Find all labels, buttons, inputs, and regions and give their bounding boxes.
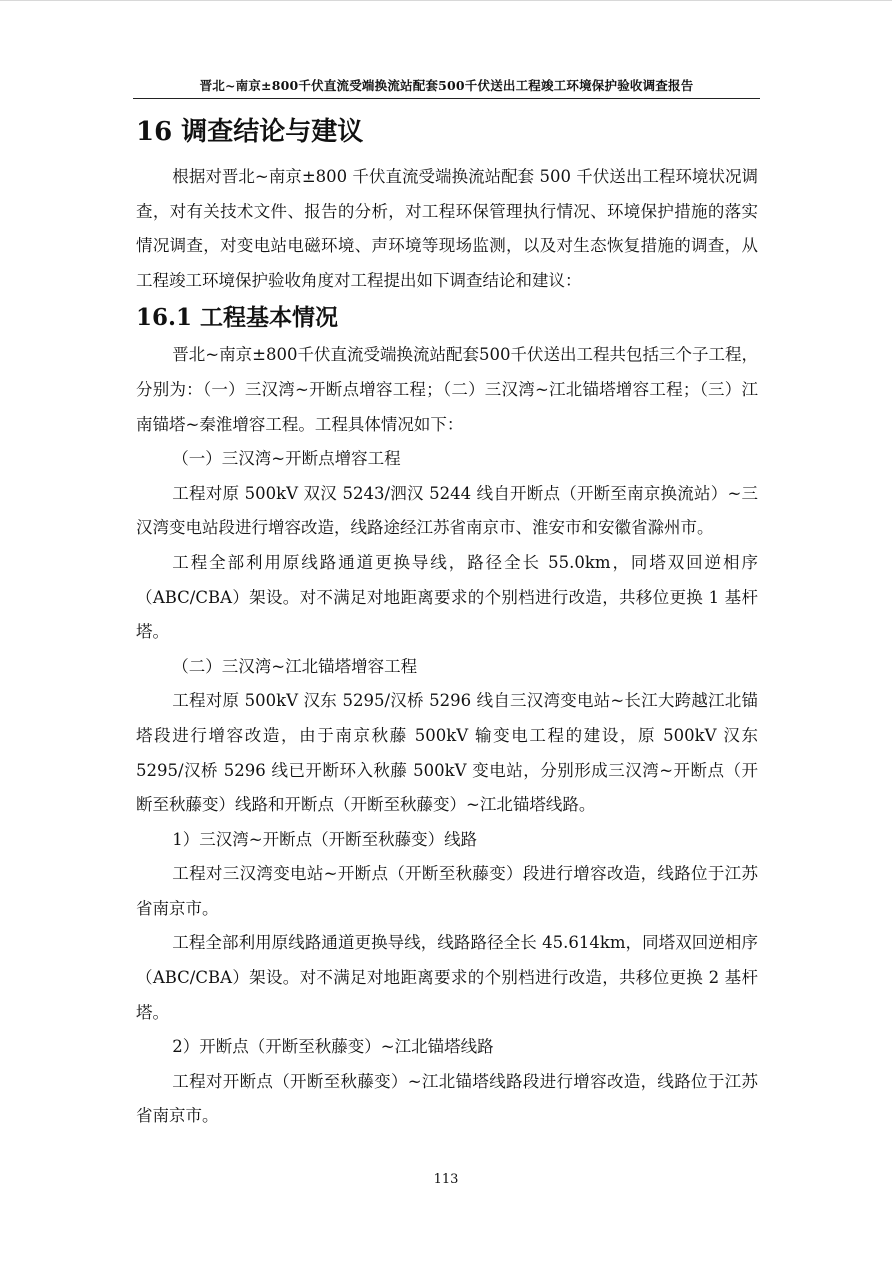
part1-paragraph-1: 工程对原 500kV 双汉 5243/泗汉 5244 线自开断点（开断至南京换流站）~三汉湾变电站段进行增容改造，线路途经江苏省南京市、淮安市和安徽省滁州市。 xyxy=(136,483,758,538)
part1-paragraph-2: 工程全部利用原线路通道更换导线，路径全长 55.0km，同塔双回逆相序（ABC/CBA）架设。对不满足对地距离要求的个别档进行改造，共移位更换 1 基杆塔。 xyxy=(136,552,758,642)
item1-paragraph-1: 工程对三汉湾变电站~开断点（开断至秋藤变）段进行增容改造，线路位于江苏省南京市。 xyxy=(136,864,758,918)
intro-paragraph: 根据对晋北~南京±800 千伏直流受端换流站配套 500 千伏送出工程环境状况调查，对有关技术文件、报告的分析，对工程环保管理执行情况、环境保护措施的落实情况调查，对变电站电磁环境、声环境等现场监测，以及对生态恢复措施的调查，从工程竣工环境保护验收角度对工程提出如下调查结论和建议： xyxy=(136,167,758,290)
item2-paragraph-1: 工程对开断点（开断至秋藤变）~江北锚塔线路段进行增容改造，线路位于江苏省南京市。 xyxy=(136,1071,758,1126)
page-top-edge xyxy=(0,0,892,1)
item2-title: 2）开断点（开断至秋藤变）~江北锚塔线路 xyxy=(172,1037,494,1057)
part2-title: （二）三汉湾~江北锚塔增容工程 xyxy=(172,656,418,676)
header-divider xyxy=(133,98,760,99)
part1-title: （一）三汉湾~开断点增容工程 xyxy=(172,449,401,469)
section-heading: 16.1 工程基本情况 xyxy=(136,304,339,332)
page-number: 113 xyxy=(433,1172,459,1187)
item1-title: 1）三汉湾~开断点（开断至秋藤变）线路 xyxy=(172,829,478,849)
running-header: 晋北~南京±800千伏直流受端换流站配套500千伏送出工程竣工环境保护验收调查报告 xyxy=(199,78,694,93)
item1-paragraph-2: 工程全部利用原线路通道更换导线，线路路径全长 45.614km，同塔双回逆相序（ABC/CBA）架设。对不满足对地距离要求的个别档进行改造，共移位更换 2 基杆塔。 xyxy=(136,933,758,1022)
overview-paragraph: 晋北~南京±800千伏直流受端换流站配套500千伏送出工程共包括三个子工程，分别为：（一）三汉湾~开断点增容工程；（二）三汉湾~江北锚塔增容工程；（三）江南锚塔~秦淮增容工程。工程具体情况如下： xyxy=(136,345,758,434)
chapter-heading: 16 调查结论与建议 xyxy=(136,117,364,147)
page-body xyxy=(136,110,758,1134)
part2-paragraph-1: 工程对原 500kV 汉东 5295/汉桥 5296 线自三汉湾变电站~长江大跨越江北锚塔段进行增容改造，由于南京秋藤 500kV 输变电工程的建设，原 500kV 汉东 5295/汉桥 5296 线已开断环入秋藤 500kV 变电站，分别形成三汉湾~开断点（开断至秋藤变）线路和开断点（开断至秋藤变）~江北锚塔线路。 xyxy=(136,691,758,815)
